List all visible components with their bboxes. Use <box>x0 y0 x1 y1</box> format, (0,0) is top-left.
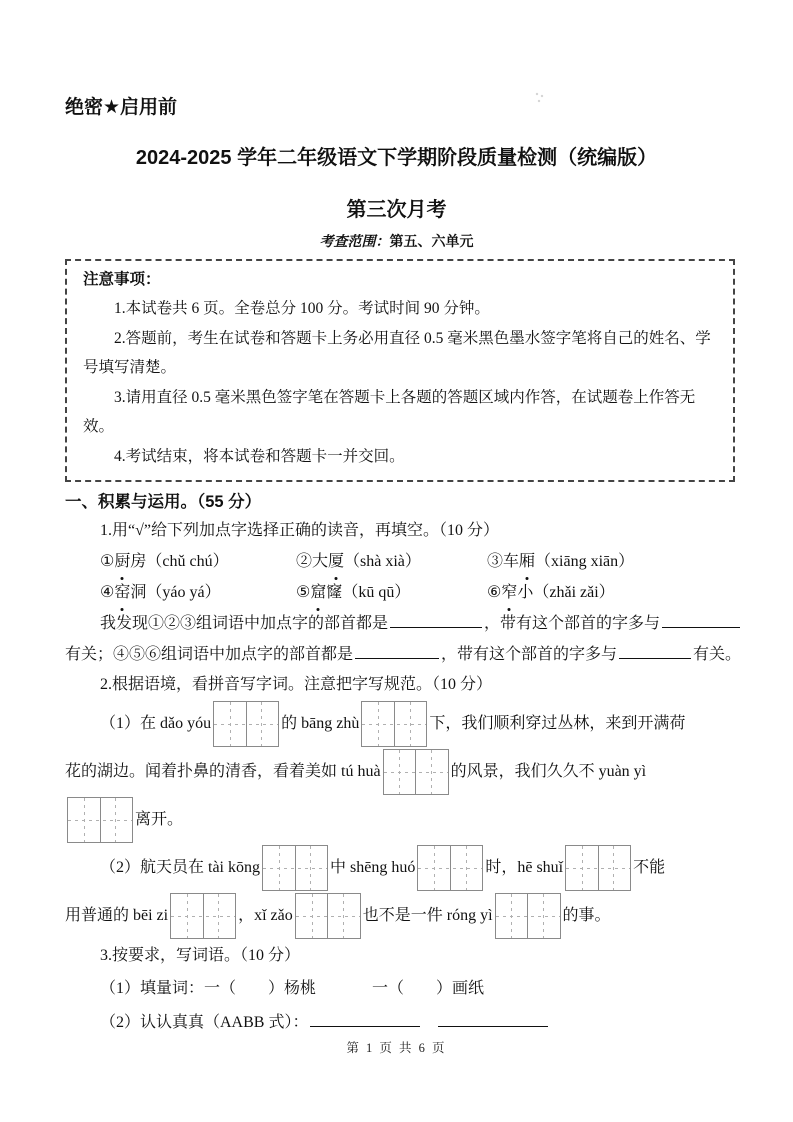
dotted-char: 厢 <box>519 546 535 577</box>
notice-box <box>65 259 735 482</box>
q1-option-4 <box>100 577 296 608</box>
q1-option-row-2 <box>65 577 735 608</box>
q1-fill-line-1 <box>65 608 735 639</box>
writing-box[interactable] <box>170 893 236 939</box>
writing-box[interactable] <box>565 845 631 891</box>
answer-underline[interactable] <box>310 1011 420 1027</box>
notice-item-4: 4.考试结束，将本试卷和答题卡一并交回。 <box>114 447 405 465</box>
writing-box[interactable] <box>262 845 328 891</box>
pinyin-text: 的 bāng zhù <box>281 715 360 732</box>
stray-mark <box>534 92 546 104</box>
option-text: 小（zhǎi zǎi） <box>517 584 615 601</box>
q3-sub2-line <box>65 1006 735 1040</box>
option-prefix: ②大 <box>296 553 329 570</box>
exam-subtitle: 第三次月考 <box>346 199 447 221</box>
pinyin-text: 中 shēng huó <box>330 859 416 876</box>
dotted-char: 厨 <box>114 546 130 577</box>
q1-option-2 <box>296 546 487 577</box>
q1-stem: 1.用“√”给下列加点字选择正确的读音，再填空。（10 分） <box>100 522 499 539</box>
dotted-char: 厦 <box>328 546 344 577</box>
pinyin-text: （2）航天员在 tài kōng <box>100 859 260 876</box>
dotted-char: 窑 <box>114 577 130 608</box>
writing-box[interactable] <box>361 701 427 747</box>
q1-option-1 <box>100 546 296 577</box>
pinyin-text: ，xǐ zǎo <box>238 907 293 924</box>
answer-underline[interactable] <box>438 1011 548 1027</box>
option-text: （xiāng xiān） <box>535 553 635 570</box>
fill-text: 有关；④⑤⑥组词语中加点字的部首都是 <box>65 646 354 663</box>
q3-sub2-label: （2）认认真真（AABB 式）： <box>100 1014 309 1031</box>
writing-box[interactable] <box>67 797 133 843</box>
exam-scope <box>0 233 793 252</box>
q2-sentence1-line1 <box>65 700 735 748</box>
writing-box[interactable] <box>213 701 279 747</box>
writing-box[interactable] <box>295 893 361 939</box>
pinyin-text: 的风景，我们久久不 yuàn yì <box>450 763 647 780</box>
option-prefix: ⑥ <box>487 584 502 601</box>
pinyin-text: 下，我们顺利穿过丛林，来到开满荷 <box>429 715 686 732</box>
pinyin-text: 的事。 <box>562 907 611 924</box>
fill-text: 有关。 <box>693 646 742 663</box>
q2-sentence2-line1 <box>65 844 735 892</box>
pinyin-text: 离开。 <box>135 811 184 828</box>
pinyin-text: 用普通的 bēi zi <box>65 907 169 924</box>
q2-stem: 2.根据语境，看拼音写字词。注意把字写规范。（10 分） <box>100 676 493 693</box>
option-text: 窿（kū qū） <box>326 584 411 601</box>
exam-body <box>65 488 742 1040</box>
q2-sentence2-line2 <box>65 892 735 940</box>
q2-sentence1-line2 <box>65 748 735 796</box>
q1-option-5 <box>296 577 487 608</box>
option-prefix: ④ <box>100 584 115 601</box>
answer-underline[interactable] <box>619 643 691 659</box>
pinyin-text: 也不是一件 róng yì <box>362 907 493 924</box>
fill-text: ，带有这个部首的字多与 <box>484 615 661 632</box>
notice-item-2: 2.答题前，考生在试卷和答题卡上务必用直径 0.5 毫米黑色墨水签字笔将自己的姓名、学号填写清楚。 <box>83 329 711 376</box>
q3-stem: 3.按要求，写词语。（10 分） <box>100 947 301 964</box>
pinyin-text: 花的湖边。闻着扑鼻的清香，看着美如 tú huà <box>65 763 381 780</box>
option-prefix: ⑤ <box>296 584 311 601</box>
option-prefix: ③车 <box>487 553 520 570</box>
notice-heading: 注意事项： <box>83 271 161 288</box>
classification-banner: 绝密★启用前 <box>65 97 178 118</box>
notice-item-3: 3.请用直径 0.5 毫米黑色签字笔在答题卡上各题的答题区域内作答，在试题卷上作答无效。 <box>83 388 696 435</box>
option-text: （shà xià） <box>344 553 421 570</box>
q1-option-row-1 <box>65 546 735 577</box>
dotted-char: 窟 <box>310 577 326 608</box>
q3-sub1-item2: 一（ ）画纸 <box>372 980 485 997</box>
q3-sub1-item1: （1）填量词：一（ ）杨桃 <box>100 980 317 997</box>
scope-value: 第五、六单元 <box>389 235 474 250</box>
q1-option-3 <box>487 546 735 577</box>
q2-sentence1-line3 <box>65 796 735 844</box>
fill-text: ，带有这个部首的字多与 <box>441 646 618 663</box>
exam-title: 2024-2025 学年二年级语文下学期阶段质量检测（统编版） <box>135 147 658 169</box>
q1-fill-line-2 <box>65 639 742 670</box>
option-prefix: ① <box>100 553 115 570</box>
scope-label: 考查范围： <box>319 235 390 250</box>
writing-box[interactable] <box>383 749 449 795</box>
option-text: 洞（yáo yá） <box>130 584 221 601</box>
q1-option-6 <box>487 577 735 608</box>
answer-underline[interactable] <box>390 612 482 628</box>
section-1-heading: 一、积累与运用。（55 分） <box>65 493 262 511</box>
notice-item-1: 1.本试卷共 6 页。全卷总分 100 分。考试时间 90 分钟。 <box>114 300 490 317</box>
dotted-char: 窄 <box>501 577 517 608</box>
pinyin-text: 不能 <box>633 859 666 876</box>
option-text: 房（chǔ chú） <box>130 553 229 570</box>
answer-underline[interactable] <box>662 612 740 628</box>
page-footer: 第 1 页 共 6 页 <box>346 1041 447 1055</box>
pinyin-text: （1）在 dǎo yóu <box>100 715 212 732</box>
q3-sub1-line <box>65 972 735 1006</box>
writing-box[interactable] <box>495 893 561 939</box>
writing-box[interactable] <box>417 845 483 891</box>
pinyin-text: 时，hē shuǐ <box>485 859 564 876</box>
answer-underline[interactable] <box>355 643 439 659</box>
fill-text: 我发现①②③组词语中加点字的部首都是 <box>100 615 389 632</box>
